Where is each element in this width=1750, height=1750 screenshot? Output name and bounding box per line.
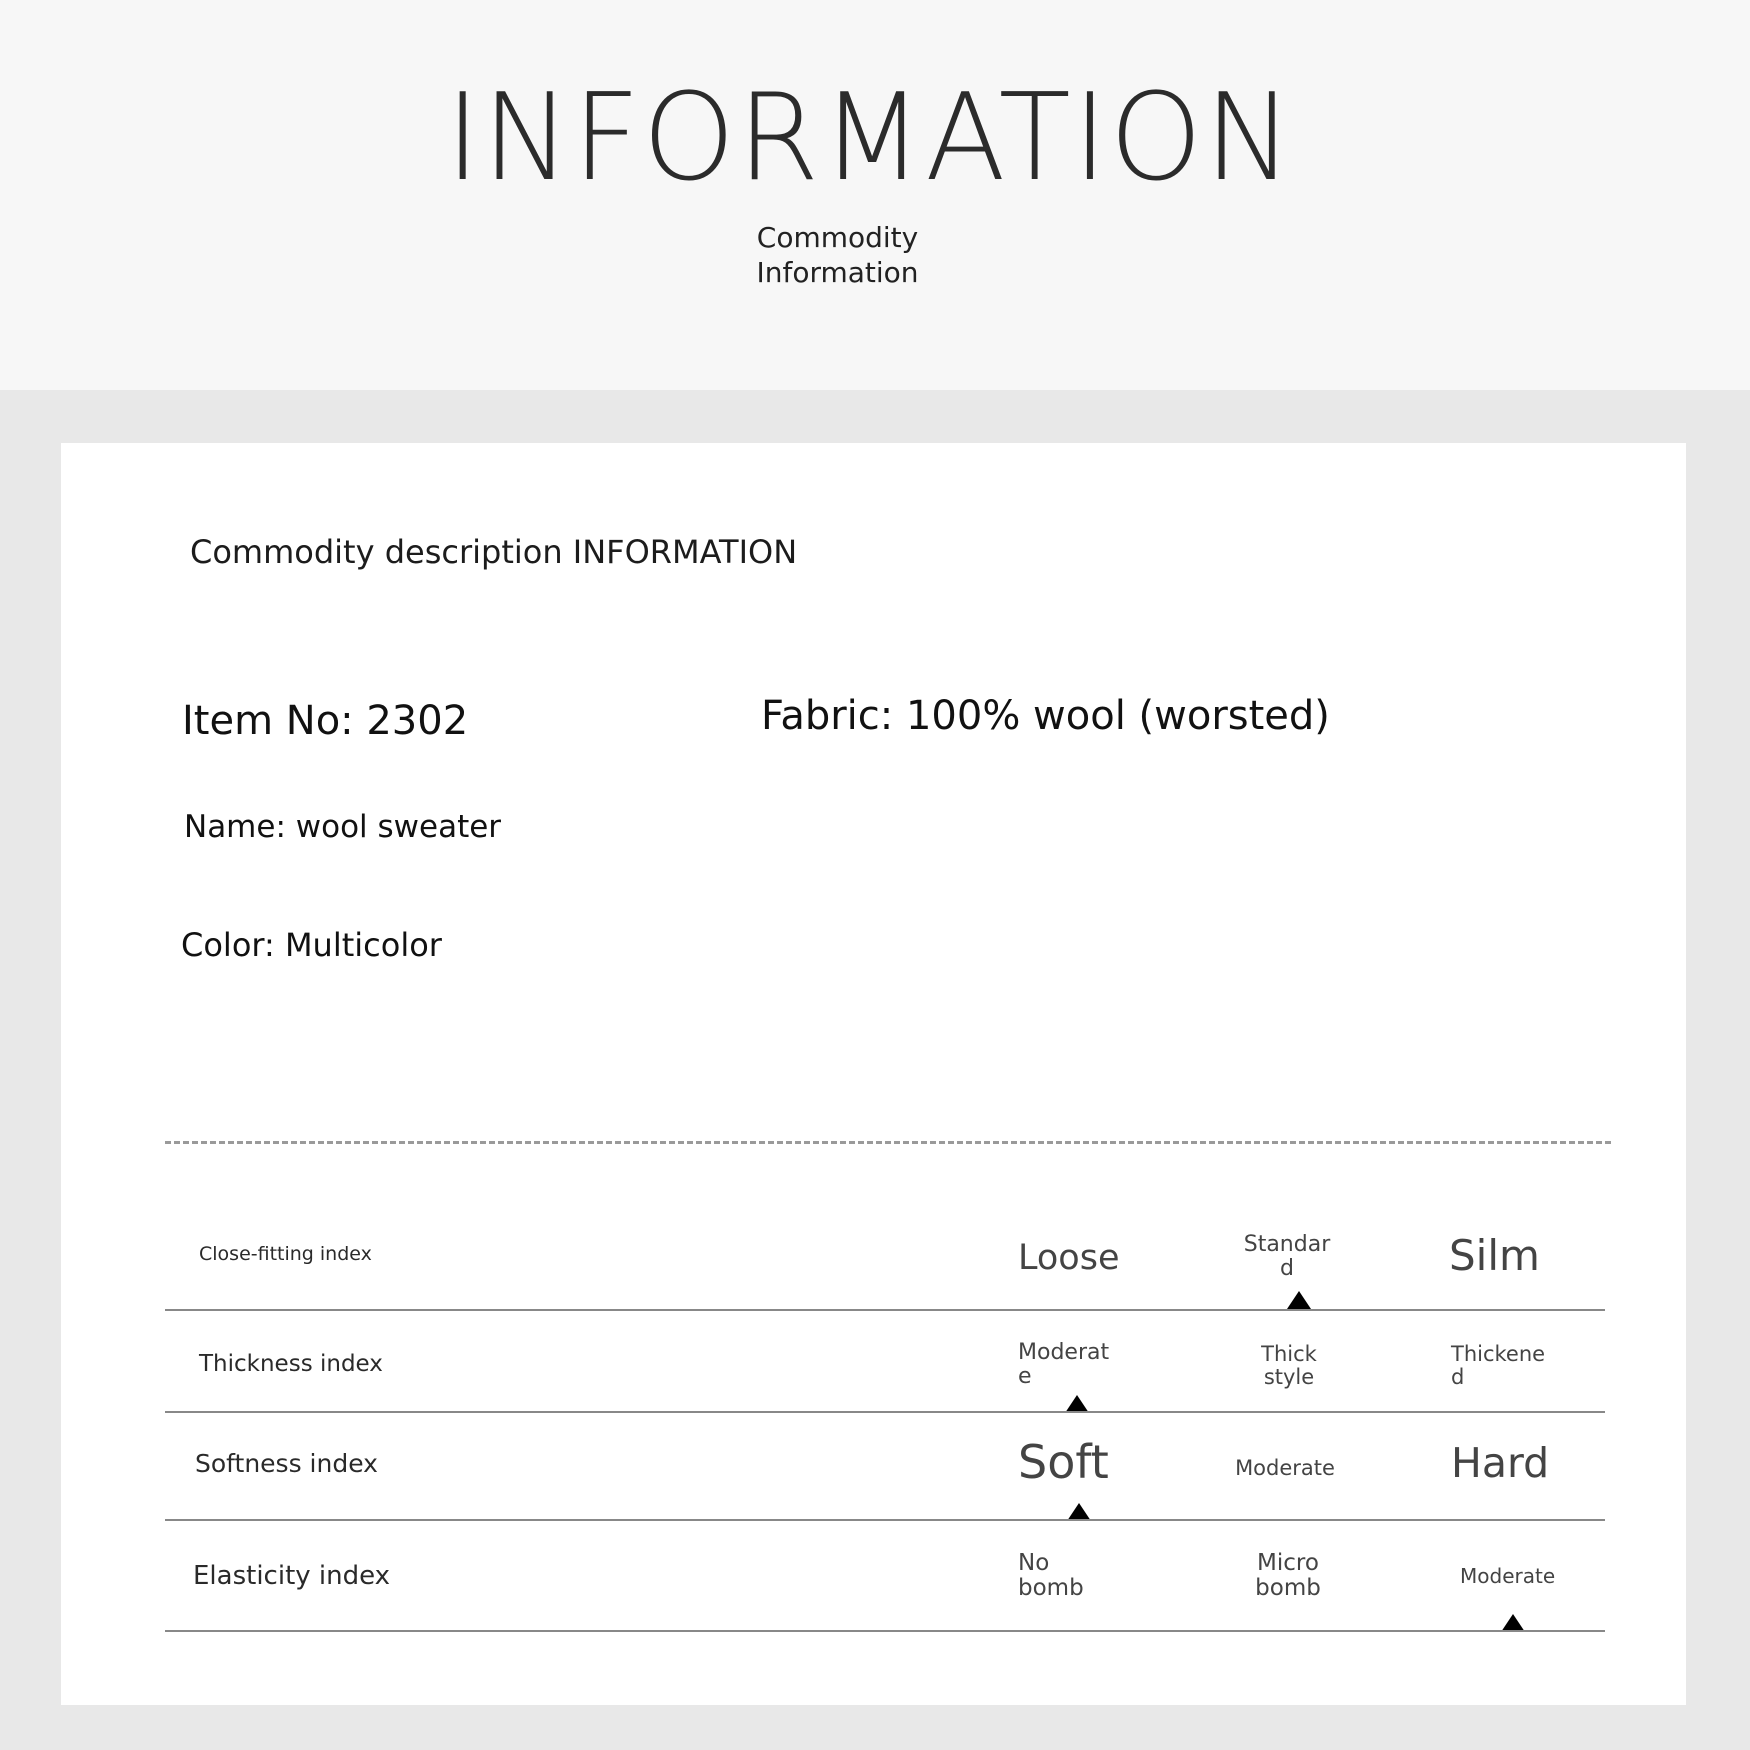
softness-index-row [165, 1413, 1605, 1521]
subtitle-line-2: Information [756, 256, 919, 289]
fabric-info: Fabric: 100% wool (worsted) [761, 693, 1330, 739]
index-row-line [165, 1630, 1605, 1632]
item-number: Item No: 2302 [182, 698, 469, 744]
selection-marker [1287, 1291, 1311, 1309]
subtitle-line-1: Commodity [756, 221, 919, 254]
index-label: Thickness index [199, 1351, 383, 1377]
dashed-divider [165, 1141, 1611, 1144]
elasticity-index-row [165, 1521, 1605, 1632]
info-card [61, 443, 1686, 1705]
index-label: Close-fitting index [199, 1243, 372, 1265]
index-option: No bomb [1018, 1550, 1084, 1602]
description-heading: Commodity description INFORMATION [190, 533, 798, 571]
index-option: Moderate [1235, 1456, 1335, 1480]
index-option: Silm [1449, 1231, 1540, 1280]
header-band [0, 0, 1750, 390]
index-option: Loose [1018, 1238, 1120, 1278]
index-label: Elasticity index [193, 1561, 391, 1591]
thickness-index-row [165, 1311, 1605, 1413]
index-label: Softness index [195, 1449, 378, 1478]
index-option: Hard [1451, 1439, 1550, 1487]
index-option: Standar d [1243, 1232, 1331, 1282]
close-fitting-index-row [165, 1183, 1605, 1311]
index-option: Moderat e [1018, 1340, 1110, 1390]
page-title: INFORMATION [445, 66, 1295, 208]
index-option: Micro bomb [1255, 1550, 1321, 1602]
index-option: Soft [1018, 1435, 1109, 1489]
page-subtitle [0, 220, 1675, 290]
product-name: Name: wool sweater [184, 809, 502, 845]
index-option: Thickene d [1451, 1342, 1546, 1390]
product-color: Color: Multicolor [181, 926, 442, 964]
index-option: Thick style [1261, 1342, 1317, 1390]
index-option: Moderate [1460, 1564, 1556, 1588]
